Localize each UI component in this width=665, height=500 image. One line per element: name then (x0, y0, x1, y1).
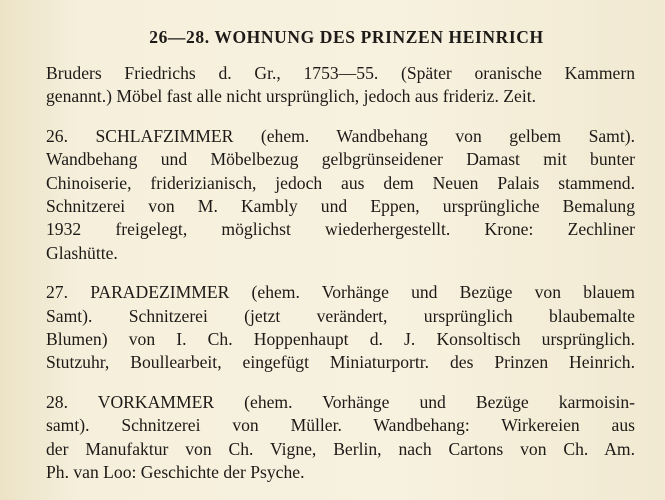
text-line: Wandbehang und Möbelbezug gelbgrünseidener Damast mit bunter (46, 149, 635, 170)
text-line: 26. SCHLAFZIMMER (ehem. Wandbehang von gelbem Samt). (46, 125, 635, 146)
section-heading: 26—28. WOHNUNG DES PRINZEN HEINRICH (149, 27, 544, 47)
text-line: Schnitzerei von M. Kambly und Eppen, ursprüngliche Bemalung (46, 196, 635, 217)
entry-26-schlafzimmer (46, 125, 635, 265)
text-line: genannt.) Möbel fast alle nicht ursprünglich, jedoch aus frideriz. Zeit. (46, 86, 537, 107)
text-line: der Manufaktur von Ch. Vigne, Berlin, nach Cartons von Ch. Am. (46, 438, 635, 459)
text-line: 28. VORKAMMER (ehem. Vorhänge und Bezüge karmoisin- (46, 391, 635, 412)
entry-27-paradezimmer (46, 281, 635, 375)
text-line: Glashütte. (46, 242, 118, 263)
entry-28-vorkammer (46, 391, 635, 485)
text-line: 27. PARADEZIMMER (ehem. Vorhänge und Bezüge von blauem (46, 282, 635, 303)
text-line: samt). Schnitzerei von Müller. Wandbehang: Wirkereien aus (46, 415, 635, 436)
text-line: Ph. van Loo: Geschichte der Psyche. (46, 462, 305, 483)
text-line: Bruders Friedrichs d. Gr., 1753—55. (Später oranische Kammern (46, 63, 635, 83)
text-line: Samt). Schnitzerei (jetzt verändert, ursprünglich blaubemalte (46, 305, 635, 326)
text-line: Chinoiserie, friderizianisch, jedoch aus dem Neuen Palais stammend. (46, 172, 635, 193)
text-line: Blumen) von I. Ch. Hoppenhaupt d. J. Konsoltisch ursprünglich. (46, 329, 635, 350)
intro-paragraph (46, 62, 635, 109)
text-line: Stutzuhr, Boullearbeit, eingefügt Miniaturportr. des Prinzen Heinrich. (46, 352, 635, 373)
text-line: 1932 freigelegt, möglichst wiederhergestellt. Krone: Zechliner (46, 219, 635, 240)
